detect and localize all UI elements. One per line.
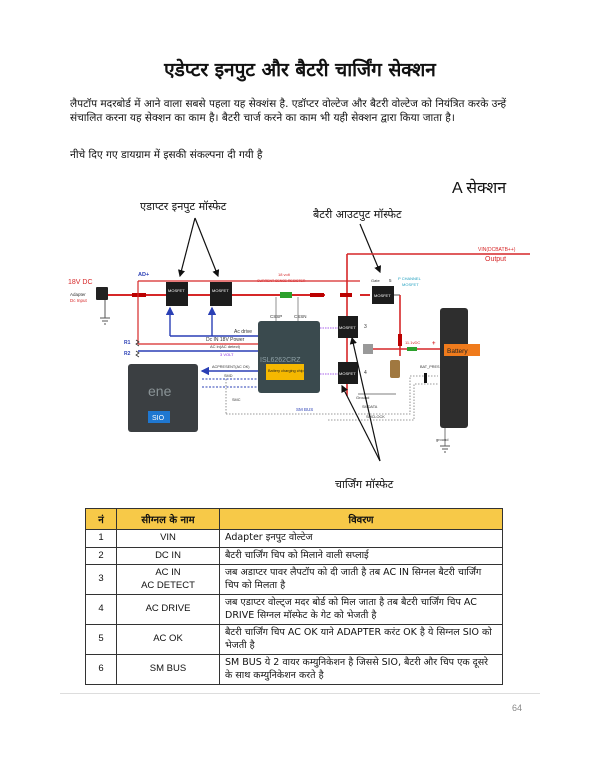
battery-output-mosfet-annotation: बैटरी आउटपुट मॉस्फेट [313,208,402,221]
header-signal-name: सीग्नल के नाम [117,509,220,530]
bat-pres-resistor-icon [424,373,427,383]
intro-paragraph: लैपटॉप मदरबोर्ड में आने वाला सबसे पहला यह सेक्शंस है. एडॉप्टर वोल्टेज और बैटरी वोल्टेज को नियंत्रित करके उन्हें संचालित करना यह सेक्शन का काम है। बैटरी चार्ज करने का काम भी यही सेक्शन द्वारा किया जाता है। [70,98,507,124]
pin3-label: 3 [364,324,367,330]
ac-in-detect-label: AC in(AC detect) [210,344,241,349]
adapter-mosfet-1 [166,282,188,306]
signal-name: SM BUS [117,655,220,685]
row-number: 4 [86,595,117,625]
signal-description: SM BUS ये 2 वायर कम्युनिकेशन है जिससे SIO, बैटरी और चिप एक दूसरे के साथ कम्युनिकेशन करते है [220,655,503,685]
ground-icon [440,446,450,452]
dc-in-power-label: Dc IN 18V Power [206,337,245,343]
signal-description: बैटरी चार्जिंग चिप AC OK याने ADAPTER करंट OK है ये सिग्नल SIO को भेजती है [220,625,503,655]
ad-plus-label: AD+ [138,272,150,278]
ground-label: Ground [356,395,370,400]
charging-mosfet-3 [338,316,358,338]
sense-resistor-icon [280,292,292,298]
annotation-arrow [360,224,380,272]
section-label: A सेक्शन [452,180,507,197]
r1-label: R1 [124,340,131,346]
sm-bus-label: SM BUS [296,407,314,412]
svg-text:MOSFET: MOSFET [339,325,356,330]
signal-name: AC DRIVE [117,595,220,625]
signal-name: DC IN [117,547,220,565]
signal-description: बैटरी चार्जिंग चिप को मिलाने वाली सप्लाई [220,547,503,565]
table-row [86,595,503,625]
svg-text:MOSFET: MOSFET [168,288,185,293]
adapter-label: Adapter [70,292,86,297]
svg-text:Battery charging chip: Battery charging chip [268,369,304,373]
signal-name: VIN [117,530,220,548]
dc-input-label: Dc Input [70,298,87,303]
annotation-arrow [195,218,218,276]
sio-chip [128,364,198,432]
adapter-mosfet-2 [210,282,232,306]
annotation-arrow [180,218,195,276]
ground-icon [100,318,110,324]
signal-name-line1: AC IN [155,567,181,578]
diagram-intro: नीचे दिए गए डायग्राम में इसकी संकल्पना दी गयी है [70,149,263,161]
smd-label: SMD [224,374,233,378]
svg-text:MOSFET: MOSFET [374,293,391,298]
row-number: 3 [86,565,117,595]
three-volt-label: 3 VOLT [220,352,234,357]
svg-text:MOSFET: MOSFET [212,288,229,293]
table-row [86,655,503,685]
battery-sense-resistor-icon [407,347,417,351]
pin5-label: 5 [389,278,392,283]
signal-name-line2: AC DETECT [141,579,195,591]
svg-text:ISL6262CRZ: ISL6262CRZ [260,357,301,364]
r2-label: R2 [124,351,131,357]
table-row [86,547,503,565]
table-row [86,625,503,655]
cssn-label: CSSN [294,314,307,319]
footer-divider [60,693,540,694]
signal-table [85,508,503,685]
gate-label: Gate [371,278,380,283]
p-channel-mosfet-label: MOSFET [402,282,419,287]
output-label: Output [485,256,507,263]
signal-name: AC OK [117,625,220,655]
battery-output-mosfet [372,286,394,304]
acpresent-label: ACPRESENT(AC OK) [212,365,250,369]
battery-pack-icon [440,308,468,428]
svg-text:MOSFET: MOSFET [339,371,356,376]
charging-mosfet-annotation: चार्जिंग मॉस्फेट [335,478,394,491]
battery-ground-label: ground [436,437,449,442]
signal-description: जब एडाप्टर वोल्ट्ज मदर बोर्ड को मिल जाता है तब बैटरी चार्जिंग चिप AC DRIVE सिग्नल मॉस्फेट के गेट को भेजती है [220,595,503,625]
table-row [86,530,503,548]
p-channel-label: P CHANNEL [398,276,421,281]
cssp-label: CSSP [270,314,283,319]
capacitor-icon [390,360,400,378]
svg-text:SIO: SIO [152,415,165,422]
vin-output-label: VIN(DCBATB++) [478,247,516,253]
battery-label: Battery [447,348,468,355]
signal-description: Adapter इनपुट वोल्टेज [220,530,503,548]
resistor-icon [136,340,139,357]
signal-name [117,565,220,595]
inductor-icon [363,344,373,354]
bat-pres-label: BAT_PRES [420,365,440,369]
table-row [86,565,503,595]
adapter-mosfet-annotation: एडाप्टर इनपुट मॉस्फेट [140,200,227,213]
header-number: नं [86,509,117,530]
ac-drive-label: Ac drive [234,329,253,335]
row-number: 5 [86,625,117,655]
battery-charging-chip [258,321,320,393]
page-number: 64 [512,703,523,713]
smdata-label: SMDATA [362,405,378,409]
battery-voltage-label: 11.1vDC [405,340,421,345]
sense-resistor-label: CURRENT SENSE RESISTER [257,279,306,283]
smc-label: SMC [232,398,241,402]
signal-description: जब अडाप्टर पावर लैपटॉप को दी जाती है तब AC IN सिग्नल बैटरी चार्जिंग चिप को मिलता है [220,565,503,595]
charging-mosfet-4 [338,362,358,384]
sense-resistor-voltage: 18 volt [278,272,290,277]
smclock-label: SMCLOCK [366,415,385,419]
table-header-row [86,509,503,530]
dc-18v-label: 18V DC [68,279,93,286]
header-description: विवरण [220,509,503,530]
row-number: 2 [86,547,117,565]
row-number: 6 [86,655,117,685]
battery-plus-label: + [432,341,436,347]
pin4-label: 4 [364,370,367,376]
page-title: एडेप्टर इनपुट और बैटरी चार्जिंग सेक्शन [164,59,436,81]
dc-jack-icon [96,287,108,300]
row-number: 1 [86,530,117,548]
circuit-diagram [60,196,540,501]
svg-text:ene: ene [148,383,172,399]
